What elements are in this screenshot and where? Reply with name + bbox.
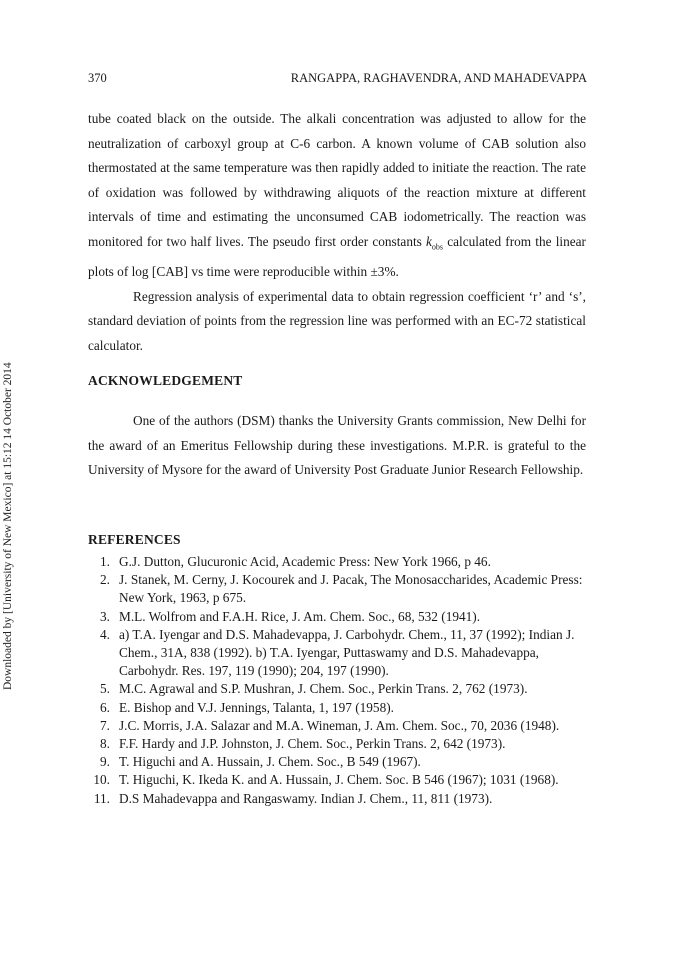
- page-number: 370: [88, 71, 107, 85]
- reference-item: 3. M.L. Wolfrom and F.A.H. Rice, J. Am. Chem. Soc., 68, 532 (1941).: [100, 608, 481, 624]
- acknowledgement-heading: ACKNOWLEDGEMENT: [88, 373, 243, 388]
- reference-item: 9. T. Higuchi and A. Hussain, J. Chem. Soc., B 549 (1967).: [100, 754, 421, 770]
- experimental-section: [88, 107, 586, 359]
- references-heading: REFERENCES: [88, 532, 181, 547]
- reference-item: 7. J.C. Morris, J.A. Salazar and M.A. Wineman, J. Am. Chem. Soc., 70, 2036 (1948).: [100, 717, 560, 733]
- reference-item: 5. M.C. Agrawal and S.P. Mushran, J. Chem. Soc., Perkin Trans. 2, 762 (1973).: [100, 681, 528, 697]
- paragraph-acknowledgement: One of the authors (DSM) thanks the University Grants commission, New Delhi for the award of an Emeritus Fellowship during these investigations. M.P.R. is grateful to the University of Mysore for the award of University Post Graduate Junior Research Fellowship.: [88, 413, 586, 478]
- reference-item: 2. J. Stanek, M. Cerny, J. Kocourek and J. Pacak, The Monosaccharides, Academic Press: New York, 1963, p 675.: [100, 572, 583, 606]
- rate-constant-symbol: $k_{obs}$: [426, 233, 444, 252]
- reference-item: 10. T. Higuchi, K. Ikeda K. and A. Hussain, J. Chem. Soc. B 546 (1967); 1031 (1968).: [93, 772, 559, 788]
- paragraph-regression: Regression analysis of experimental data to obtain regression coefficient ‘r’ and ‘s’, standard deviation of points from the regression line was performed with an EC-72 statistical calculator.: [88, 288, 586, 353]
- acknowledgement-section: [88, 409, 586, 483]
- reference-item: 1. G.J. Dutton, Glucuronic Acid, Academic Press: New York 1966, p 46.: [100, 554, 491, 569]
- running-head: [88, 71, 587, 86]
- reference-item: 4. a) T.A. Iyengar and D.S. Mahadevappa, J. Carbohydr. Chem., 11, 37 (1992); Indian J. Chem., 31A, 838 (1992). b) T.A. Iyengar, Puttaswamy and D.S. Mahadevappa, Carbohydr. Res. 197, 119 (1990); 204, 197 (1990).: [100, 626, 575, 679]
- paragraph-method: tube coated black on the outside. The alkali concentration was adjusted to allow for the neutralization of carboxyl group at C-6 carbon. A known volume of CAB solution also thermostated at the same temperature was then rapidly added to initiate the reaction. The rate of oxidation was followed by withdrawing aliquots of the reaction mixture at different intervals of time and estimating the unconsumed CAB iodometrically. The reaction was monitored for two half lives. The pseudo first order constants $k_{obs}$ calculated from the linear plots of log [CAB] vs time were reproducible within ±3%.: [88, 111, 586, 280]
- reference-item: 11. D.S Mahadevappa and Rangaswamy. Indian J. Chem., 11, 811 (1973).: [93, 790, 493, 806]
- reference-item: 8. F.F. Hardy and J.P. Johnston, J. Chem. Soc., Perkin Trans. 2, 642 (1973).: [100, 736, 506, 752]
- reference-list: [88, 553, 586, 808]
- download-watermark: Downloaded by [University of New Mexico] at 15:12 14 October 2014: [2, 362, 14, 690]
- running-head-authors: RANGAPPA, RAGHAVENDRA, AND MAHADEVAPPA: [290, 71, 587, 85]
- reference-item: 6. E. Bishop and V.J. Jennings, Talanta, 1, 197 (1958).: [100, 699, 394, 715]
